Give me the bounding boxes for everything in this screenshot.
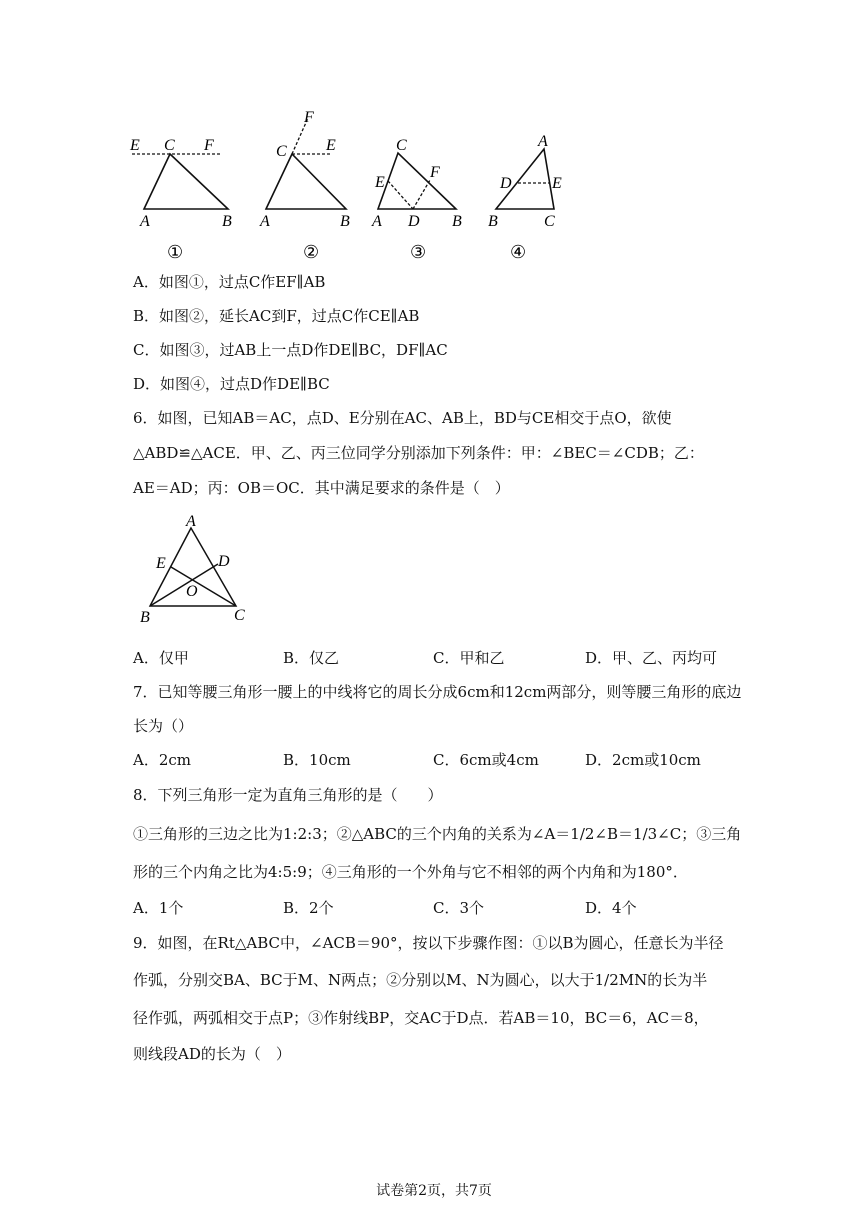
q5-option-d: D．如图④，过点D作DE∥BC <box>133 375 330 393</box>
q8-line-1: 8．下列三角形一定为直角三角形的是（ ） <box>133 786 443 804</box>
fig3-label-E: E <box>375 174 385 191</box>
q9-line-4: 则线段AD的长为（ ） <box>133 1045 291 1063</box>
q6-label-E: E <box>156 555 166 572</box>
fig3-label-C: C <box>396 137 407 154</box>
q7-line-2: 长为（） <box>133 717 194 735</box>
fig1-label-C: C <box>164 137 175 154</box>
q8-option-a: A．1个 <box>133 899 184 917</box>
q6-line-1: 6．如图，已知AB＝AC，点D、E分别在AC、AB上，BD与CE相交于点O，欲使 <box>133 409 672 427</box>
fig1-label-B: B <box>222 213 232 230</box>
q8-option-b: B．2个 <box>283 899 334 917</box>
fig1-label-A: A <box>140 213 150 230</box>
fig3-label-D: D <box>408 213 420 230</box>
q6-option-c: C．甲和乙 <box>433 649 505 667</box>
fig2-number: ② <box>303 242 320 262</box>
fig4-label-A: A <box>538 133 548 150</box>
fig2-label-F: F <box>304 110 314 126</box>
q8-line-3: 形的三个内角之比为4:5:9；④三角形的一个外角与它不相邻的两个内角和为180°． <box>133 863 688 881</box>
fig2-label-A: A <box>260 213 270 230</box>
q6-option-a: A．仅甲 <box>133 649 189 667</box>
fig3-label-B: B <box>452 213 462 230</box>
q6-label-O: O <box>186 583 198 600</box>
fig1-label-F: F <box>204 137 214 154</box>
q7-option-a: A．2cm <box>133 751 192 769</box>
q9-line-3: 径作弧，两弧相交于点P；③作射线BP，交AC于D点．若AB＝10，BC＝6，AC＝8， <box>133 1009 709 1027</box>
fig4-label-D: D <box>500 175 512 192</box>
fig3-label-A: A <box>372 213 382 230</box>
figure-2 <box>259 110 350 262</box>
q6-label-A: A <box>186 513 196 530</box>
figure-1 <box>129 137 232 262</box>
figure-4 <box>488 133 562 262</box>
q5-option-a: A．如图①，过点C作EF∥AB <box>133 273 326 291</box>
q5-option-c: C．如图③，过AB上一点D作DE∥BC，DF∥AC <box>133 341 448 359</box>
figures-top <box>120 110 580 270</box>
fig2-label-E: E <box>326 137 336 154</box>
q7-line-1: 7．已知等腰三角形一腰上的中线将它的周长分成6cm和12cm两部分，则等腰三角形的底边 <box>133 683 742 701</box>
q6-figure <box>130 510 260 630</box>
q6-label-C: C <box>234 607 245 624</box>
fig4-label-E: E <box>552 175 562 192</box>
q6-option-b: B．仅乙 <box>283 649 340 667</box>
fig4-label-C: C <box>544 213 555 230</box>
fig2-label-B: B <box>340 213 350 230</box>
q8-option-c: C．3个 <box>433 899 485 917</box>
figure-3 <box>371 137 462 262</box>
page-footer: 试卷第2页，共7页 <box>376 1183 492 1199</box>
q6-line-3: AE＝AD；丙：OB＝OC．其中满足要求的条件是（ ） <box>133 479 510 497</box>
q9-line-1: 9．如图，在Rt△ABC中，∠ACB＝90°，按以下步骤作图：①以B为圆心，任意长为半径 <box>133 934 724 952</box>
fig3-label-F: F <box>430 164 440 181</box>
fig2-label-C: C <box>276 143 287 160</box>
q6-label-D: D <box>218 553 230 570</box>
fig1-number: ① <box>167 242 184 262</box>
q5-option-b: B．如图②，延长AC到F，过点C作CE∥AB <box>133 307 420 325</box>
q7-option-c: C．6cm或4cm <box>433 751 539 769</box>
q9-line-2: 作弧，分别交BA、BC于M、N两点；②分别以M、N为圆心，以大于1/2MN的长为半 <box>133 971 708 989</box>
q6-option-d: D．甲、乙、丙均可 <box>585 649 718 667</box>
q7-option-b: B．10cm <box>283 751 351 769</box>
q6-line-2: △ABD≌△ACE．甲、乙、丙三位同学分别添加下列条件：甲：∠BEC＝∠CDB；乙： <box>133 444 704 462</box>
q6-label-B: B <box>140 609 150 626</box>
q8-line-2: ①三角形的三边之比为1:2:3；②△ABC的三个内角的关系为∠A＝1/2∠B＝1/3∠C；③三角 <box>133 825 742 843</box>
fig4-number: ④ <box>510 242 527 262</box>
q7-option-d: D．2cm或10cm <box>585 751 701 769</box>
fig4-label-B: B <box>488 213 498 230</box>
fig3-number: ③ <box>410 242 427 262</box>
q8-option-d: D．4个 <box>585 899 637 917</box>
fig1-label-E: E <box>130 137 140 154</box>
